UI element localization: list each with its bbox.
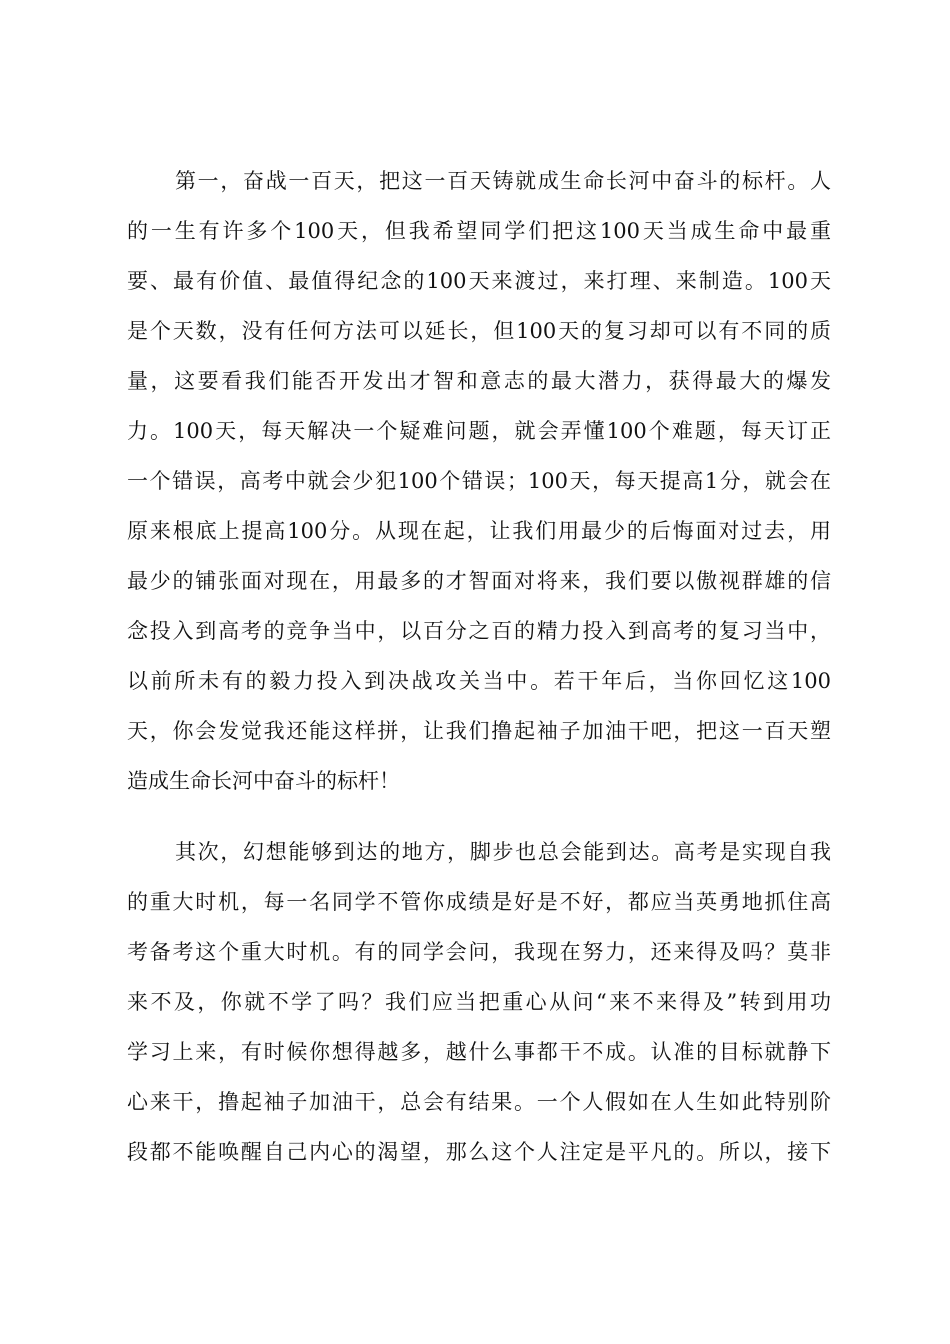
paragraph-line: 的重大时机，每一名同学不管你成绩是好是不好，都应当英勇地抓住高 [127,890,831,914]
paragraph-line: 造成生命长河中奋斗的标杆！ [127,769,400,793]
paragraph-line: 一个错误，高考中就会少犯100个错误；100天，每天提高1分，就会在 [127,469,831,493]
paragraph-line: 原来根底上提高100分。从现在起，让我们用最少的后悔面对过去，用 [127,519,831,543]
paragraph-line: 天，你会发觉我还能这样拼，让我们撸起袖子加油干吧，把这一百天塑 [127,719,831,743]
paragraph-line: 要、最有价值、最值得纪念的100天来渡过，来打理、来制造。100天 [127,269,831,293]
paragraph-line: 段都不能唤醒自己内心的渴望，那么这个人注定是平凡的。所以，接下 [127,1140,831,1164]
paragraph-line: 最少的铺张面对现在，用最多的才智面对将来，我们要以傲视群雄的信 [127,569,831,593]
paragraph-line: 以前所未有的毅力投入到决战攻关当中。若干年后，当你回忆这100 [127,669,831,693]
paragraph-line: 念投入到高考的竞争当中，以百分之百的精力投入到高考的复习当中， [127,619,831,643]
paragraph-line: 第一，奋战一百天，把这一百天铸就成生命长河中奋斗的标杆。人 [175,169,831,193]
paragraph-line: 学习上来，有时候你想得越多，越什么事都干不成。认准的目标就静下 [127,1040,831,1064]
paragraph-line: 是个天数，没有任何方法可以延长，但100天的复习却可以有不同的质 [127,319,831,343]
paragraph-line: 心来干，撸起袖子加油干，总会有结果。一个人假如在人生如此特别阶 [127,1090,831,1114]
paragraph-line: 的一生有许多个100天，但我希望同学们把这100天当成生命中最重 [127,219,831,243]
paragraph-line: 其次，幻想能够到达的地方，脚步也总会能到达。高考是实现自我 [175,840,831,864]
paragraph-line: 来不及，你就不学了吗？我们应当把重心从问“来不来得及”转到用功 [127,990,831,1014]
paragraph-line: 力。100天，每天解决一个疑难问题，就会弄懂100个难题，每天订正 [127,419,831,443]
paragraph-line: 考备考这个重大时机。有的同学会问，我现在努力，还来得及吗？莫非 [127,940,831,964]
paragraph-line: 量，这要看我们能否开发出才智和意志的最大潜力，获得最大的爆发 [127,369,831,393]
